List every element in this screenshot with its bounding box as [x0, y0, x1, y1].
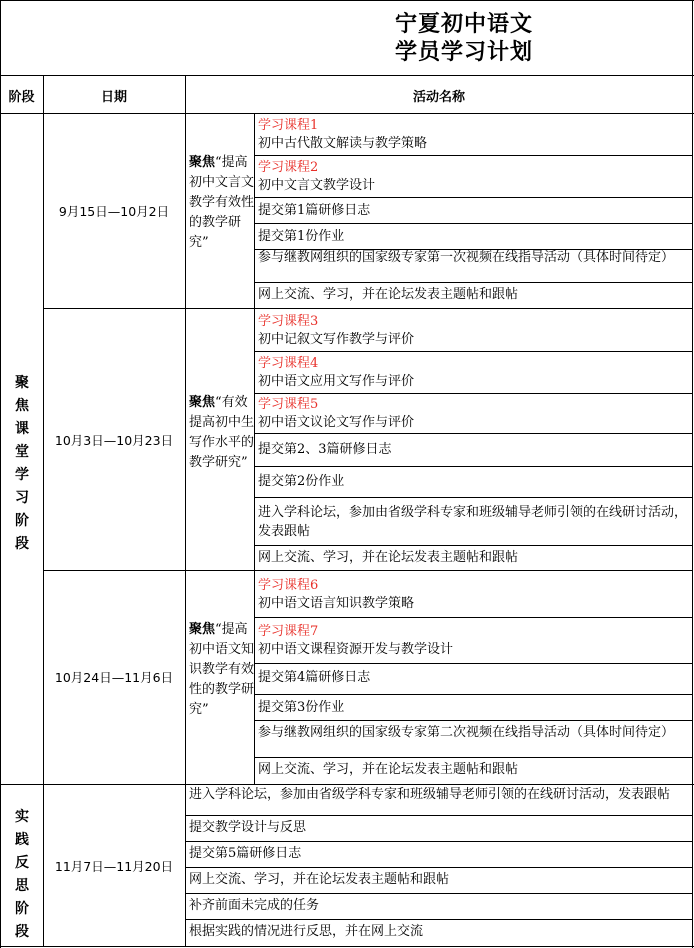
grid-line	[0, 0, 1, 948]
grid-line	[0, 946, 694, 947]
grid-line	[254, 497, 693, 498]
stage-char: 学	[15, 467, 29, 483]
course-label: 学习课程6	[258, 578, 319, 593]
focus-prefix: 聚焦	[189, 622, 216, 637]
grid-line	[254, 720, 693, 721]
activity-item: 补齐前面未完成的任务	[189, 898, 320, 913]
grid-line	[254, 351, 693, 352]
activity-text: 初中文言文教学设计	[258, 178, 376, 193]
grid-line	[254, 617, 693, 618]
page-title	[395, 10, 655, 66]
activity-item: 参与继教网组织的国家级专家第一次视频在线指导活动（具体时间待定）	[258, 250, 675, 265]
header-activity: 活动名称	[412, 90, 465, 105]
course-label: 学习课程1	[258, 118, 319, 133]
stage-char: 践	[15, 832, 29, 848]
grid-line	[254, 433, 693, 434]
grid-line	[0, 784, 694, 785]
course-label: 学习课程2	[258, 160, 319, 175]
grid-line	[254, 282, 693, 283]
activity-text: 初中语文课程资源开发与教学设计	[258, 642, 454, 657]
activity-item: 网上交流、学习，并在论坛发表主题帖和跟帖	[189, 872, 450, 887]
activity-item: 提交第3份作业	[258, 700, 345, 715]
activity-item: 提交第2份作业	[258, 474, 345, 489]
stage-char: 习	[15, 490, 29, 506]
stage-label-1	[10, 372, 34, 556]
activity-text: 初中语文议论文写作与评价	[258, 415, 415, 430]
grid-line	[43, 308, 693, 309]
activity-text: 初中古代散文解读与教学策略	[258, 136, 428, 151]
activity-item: 进入学科论坛，参加由省级学科专家和班级辅导老师引领的在线研讨活动，发表跟帖	[258, 505, 688, 539]
stage-char: 聚	[15, 375, 29, 391]
date-range-3: 10月24日—11月6日	[54, 670, 174, 685]
activity-item	[258, 396, 690, 432]
grid-line	[254, 663, 693, 664]
date-range-2: 10月3日—10月23日	[54, 433, 174, 448]
activity-text: 初中语文应用文写作与评价	[258, 374, 415, 389]
activity-item	[258, 159, 690, 195]
grid-line	[0, 0, 694, 1]
activity-item: 根据实践的情况进行反思，并在网上交流	[189, 924, 424, 939]
focus-prefix: 聚焦	[189, 155, 216, 170]
activity-item: 网上交流、学习，并在论坛发表主题帖和跟帖	[258, 550, 519, 565]
grid-line	[185, 919, 693, 920]
focus-topic-2	[189, 393, 255, 473]
header-stage: 阶段	[8, 90, 35, 105]
course-label: 学习课程5	[258, 397, 319, 412]
stage-char: 实	[15, 809, 29, 825]
date-range-4: 11月7日—11月20日	[54, 859, 174, 874]
date-range-1: 9月15日—10月2日	[58, 204, 170, 219]
stage-char: 阶	[15, 901, 29, 917]
activity-item	[258, 577, 690, 613]
grid-line	[254, 694, 693, 695]
title-line-2: 学员学习计划	[395, 39, 534, 65]
focus-text: “有效提高初中生写作水平的教学研究”	[189, 395, 255, 470]
activity-item: 网上交流、学习，并在论坛发表主题帖和跟帖	[258, 762, 519, 777]
focus-text: “提高初中语文知识教学有效性的教学研究”	[189, 622, 255, 717]
focus-prefix: 聚焦	[189, 395, 216, 410]
stage-char: 焦	[15, 398, 29, 414]
course-label: 学习课程4	[258, 356, 319, 371]
grid-line	[254, 545, 693, 546]
grid-line	[254, 757, 693, 758]
stage-char: 段	[15, 924, 29, 940]
grid-line	[254, 197, 693, 198]
activity-item	[258, 623, 690, 659]
grid-line	[692, 0, 693, 948]
activity-item	[258, 313, 690, 349]
grid-line	[254, 393, 693, 394]
grid-line	[0, 75, 694, 76]
course-label: 学习课程3	[258, 314, 319, 329]
grid-line	[43, 570, 693, 571]
grid-line	[185, 841, 693, 842]
stage-char: 思	[15, 878, 29, 894]
stage-char: 反	[15, 855, 29, 871]
activity-item: 提交第4篇研修日志	[258, 670, 371, 685]
stage-char: 课	[15, 421, 29, 437]
activity-item: 参与继教网组织的国家级专家第二次视频在线指导活动（具体时间待定）	[258, 725, 675, 740]
header-date: 日期	[100, 90, 127, 105]
activity-item: 提交第1篇研修日志	[258, 203, 371, 218]
focus-topic-3	[189, 620, 255, 720]
activity-text: 初中语文语言知识教学策略	[258, 596, 415, 611]
stage-char: 阶	[15, 513, 29, 529]
stage-char: 堂	[15, 444, 29, 460]
activity-item: 提交教学设计与反思	[189, 820, 307, 835]
grid-line	[254, 466, 693, 467]
grid-line	[0, 113, 694, 114]
activity-item: 提交第5篇研修日志	[189, 846, 302, 861]
grid-line	[185, 893, 693, 894]
activity-item: 网上交流、学习，并在论坛发表主题帖和跟帖	[258, 287, 519, 302]
stage-label-2	[10, 806, 34, 944]
title-line-1: 宁夏初中语文	[395, 11, 534, 37]
grid-line	[254, 223, 693, 224]
focus-text: “提高初中文言文教学有效性的教学研究”	[189, 155, 255, 250]
grid-line	[185, 815, 693, 816]
stage-char: 段	[15, 536, 29, 552]
grid-line	[185, 75, 186, 947]
activity-text: 初中记叙文写作教学与评价	[258, 332, 415, 347]
course-label: 学习课程7	[258, 624, 319, 639]
activity-item: 提交第1份作业	[258, 229, 345, 244]
activity-item	[258, 355, 690, 391]
focus-topic-1	[189, 153, 255, 253]
activity-item: 进入学科论坛，参加由省级学科专家和班级辅导老师引领的在线研讨活动，发表跟帖	[189, 787, 671, 802]
grid-line	[185, 867, 693, 868]
activity-item	[258, 117, 690, 153]
grid-line	[254, 155, 693, 156]
activity-item: 提交第2、3篇研修日志	[258, 442, 392, 457]
